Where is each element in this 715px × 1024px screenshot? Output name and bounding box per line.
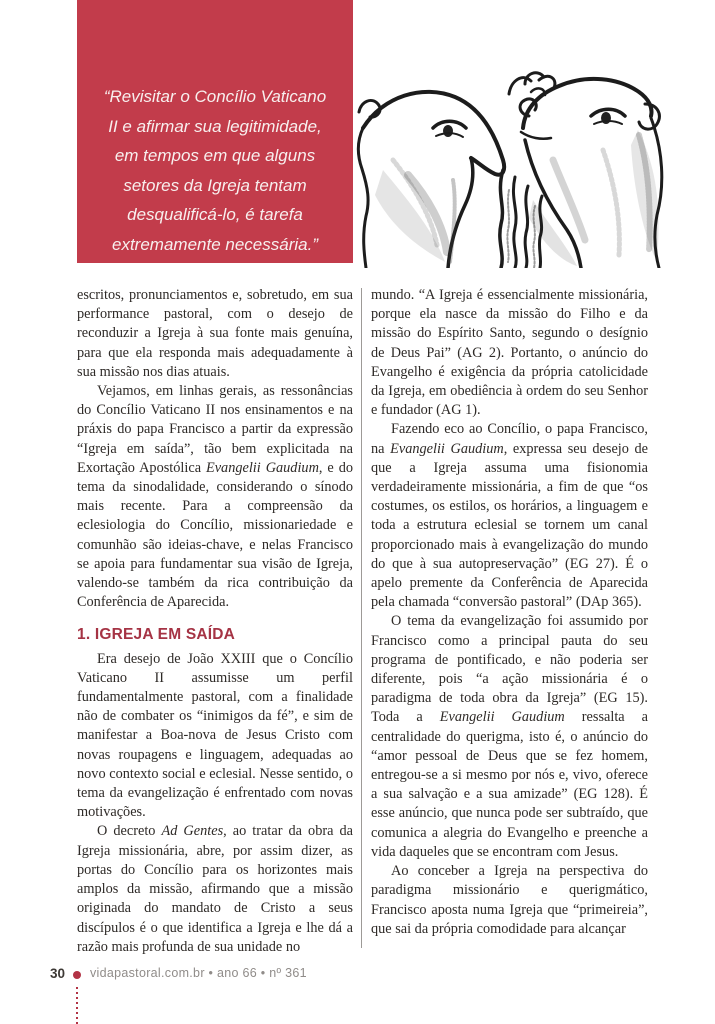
body-text: Fazendo eco ao Concílio, o papa Francisco, na [371,421,648,457]
italic-text: Evangelii Gaudium [439,709,565,726]
footer-dotted-line [76,987,78,1024]
pull-quote-line: II e afirmar sua legitimidade, [108,116,322,136]
paragraph [77,286,353,382]
section-heading: 1. IGREJA EM SAÍDA [77,626,236,644]
left-column [77,286,353,957]
sheep-heads-sketch-image [353,0,715,268]
quote-banner [77,0,353,263]
italic-text: Evangelii Gaudium [205,459,319,476]
pull-quote-line: extremamente necessária.” [112,234,318,254]
pull-quote-line: em tempos em que alguns [114,146,316,165]
right-column [371,286,648,939]
paragraph [371,420,648,612]
italic-text: Ad Gentes [161,823,224,840]
pull-quote-line: setores da Igreja tentam [123,175,307,195]
paragraph [77,382,353,612]
paragraph [371,286,648,420]
footer-info: vidapastoral.com.br • ano 66 • nº 361 [90,966,307,980]
body-text: mundo. “A Igreja é essencialmente missionária, porque ela nasce da missão do Filho e da missão do Espírito Santo, segundo o desígnio de Deus Pai” (AG 2). Portanto, o anúncio do Evangelho é exigência da própria catolicidade da Igreja, em obediência à ordem do seu Senhor e fundador (AG 1). [371,287,648,419]
body-text: escritos, pronunciamentos e, sobretudo, em sua performance pastoral, com o desejo de reconduzir a Igreja à sua fonte mais genuína, para que ela responda mais adequadamente à sua missão nos dias atuais. [77,287,353,380]
paragraph [77,650,353,823]
paragraph [77,822,353,956]
paragraph [371,612,648,862]
sheep-heads-illustration [353,0,715,268]
pull-quote-line: desqualificá-lo, é tarefa [127,205,303,224]
paragraph [371,862,648,939]
body-text: O tema da evangelização foi assumido por Francisco como a principal pauta do seu programa de pontificado, e não poderia ser diferente, pois “a ação missionária é o paradigma de toda obra da Igreja” (EG 15). Toda a [371,613,648,726]
body-text: , ao tratar da obra da Igreja missionária, abre, por assim dizer, as portas do Concílio para os horizontes mais amplos da missão, afirmando que a missão originada do mandato de Cristo a seus discípulos é o que identifica a Igreja e lhe dá a razão mais profunda de sua unidade no [77,823,354,955]
body-text: ressalta a centralidade do querigma, isto é, o anúncio do “amor pessoal de Deus que se fez homem, entregou-se a si mesmo por nós e, vivo, oferece a sua salvação e a sua amizade” (EG 128). É esse anúncio, que nunca pode ser subtraído, que comunica a alegria do Evangelho e preenche a vida daqueles que se encontram com Jesus. [371,709,648,860]
footer-marker-dot [73,971,81,979]
column-divider [361,288,362,948]
pull-quote [91,82,339,259]
pull-quote-line: “Revisitar o Concílio Vaticano [103,87,327,106]
body-text: , expressa seu desejo de que a Igreja assuma uma fisionomia verdadeiramente missionária, a fim de que “os costumes, os estilos, os horários, a linguagem e toda a estrutura eclesial se tornem um canal proporcionado mais à evangelização do mundo do que à sua autopreservação” (EG 27). É o apelo premente da Conferência de Aparecida pela chamada “conversão pastoral” (DAp 365). [371,440,649,611]
page-number: 30 [50,966,66,981]
body-text: Era desejo de João XXIII que o Concílio Vaticano II assumisse um perfil fundamentalmente pastoral, com a finalidade não de combater os “inimigos da fé”, e sim de manifestar a Boa-nova de Jesus Cristo com novas roupagens e linguagem, adequadas ao novo contexto social e eclesial. Nesse sentido, o tema da evangelização é enfrentado com novas motivações. [77,650,353,821]
body-text: Vejamos, em linhas gerais, as ressonâncias do Concílio Vaticano II nos ensinamentos e na práxis do papa Francisco a partir da expressão “Igreja em saída”, tão bem explicitada na Exortação Apostólica [77,383,353,476]
body-text: , e do tema da sinodalidade, considerando o sínodo mais recente. Para a compreensão da eclesiologia do Concílio, missionariedade e comunhão são ideias-chave, e nelas Francisco se apoia para fundamentar sua visão de Igreja, valendo-se também da rica contribuição da Conferência de Aparecida. [77,459,353,611]
body-text: O decreto [97,823,162,840]
body-text: Ao conceber a Igreja na perspectiva do paradigma missionário e querigmático, Francisco aposta numa Igreja que “primeireia”, que sai da própria comodidade para alcançar [371,863,648,937]
italic-text: Evangelii Gaudium [390,440,504,457]
